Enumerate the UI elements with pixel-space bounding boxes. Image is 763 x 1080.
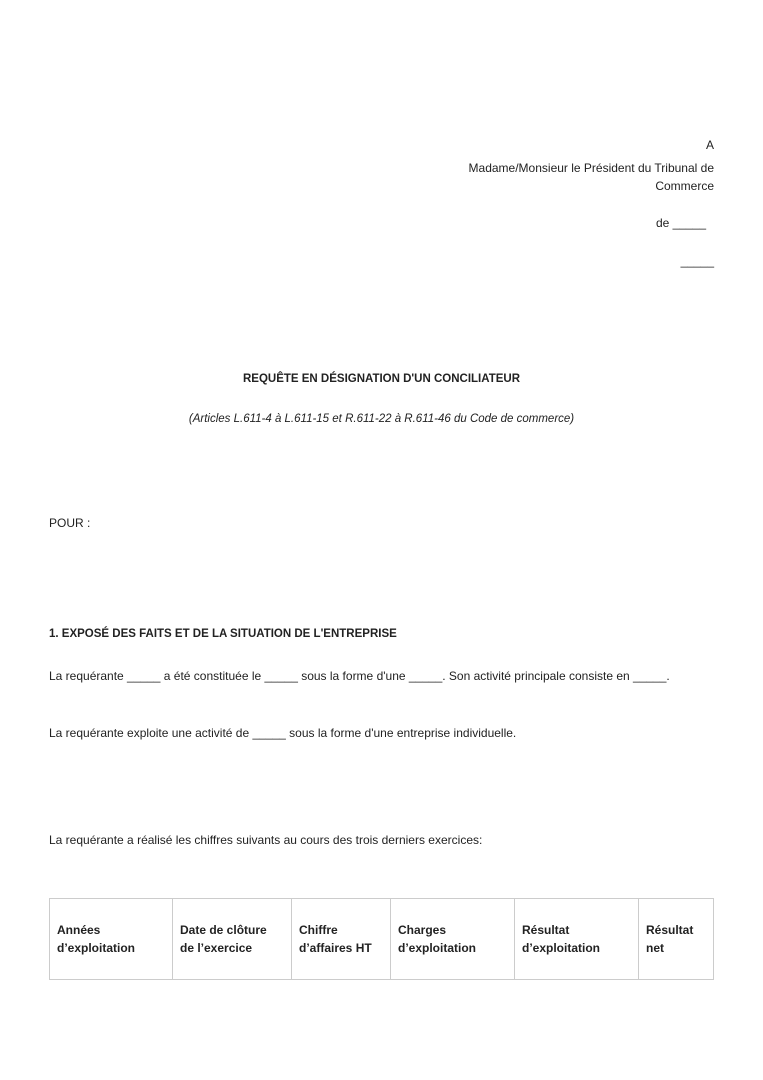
section-1-paragraph-1: La requérante _____ a été constituée le _____ sous la forme d'une _____. Son activité principale consiste en _____. [49,669,670,683]
header-annees: Années d’exploitation [50,899,173,980]
header-chiffre-affaires: Chiffre d’affaires HT [292,899,391,980]
pour-label: POUR : [49,516,91,530]
header-resultat-net: Résultat net [639,899,714,980]
addressee-line-blank: _____ [680,254,714,268]
section-1-heading: 1. EXPOSÉ DES FAITS ET DE LA SITUATION DE L'ENTREPRISE [49,628,397,640]
addressee-line-a: A [705,138,714,152]
section-1-paragraph-2: La requérante exploite une activité de _____ sous la forme d'une entreprise individuelle. [49,726,517,740]
financial-table [49,898,714,980]
document-title: REQUÊTE EN DÉSIGNATION D'UN CONCILIATEUR [242,373,521,385]
header-charges: Charges d’exploitation [391,899,515,980]
addressee-line-president: Madame/Monsieur le Président du Tribunal de [468,161,714,175]
addressee-line-commerce: Commerce [655,179,714,193]
header-date-cloture: Date de clôture de l’exercice [173,899,292,980]
table-header-row [50,899,714,980]
document-subtitle: (Articles L.611-4 à L.611-15 et R.611-22 à R.611-46 du Code de commerce) [188,413,575,425]
section-1-paragraph-3: La requérante a réalisé les chiffres suivants au cours des trois derniers exercices: [49,833,483,847]
addressee-line-de: de _____ [655,216,706,230]
header-resultat-exploitation: Résultat d’exploitation [515,899,639,980]
